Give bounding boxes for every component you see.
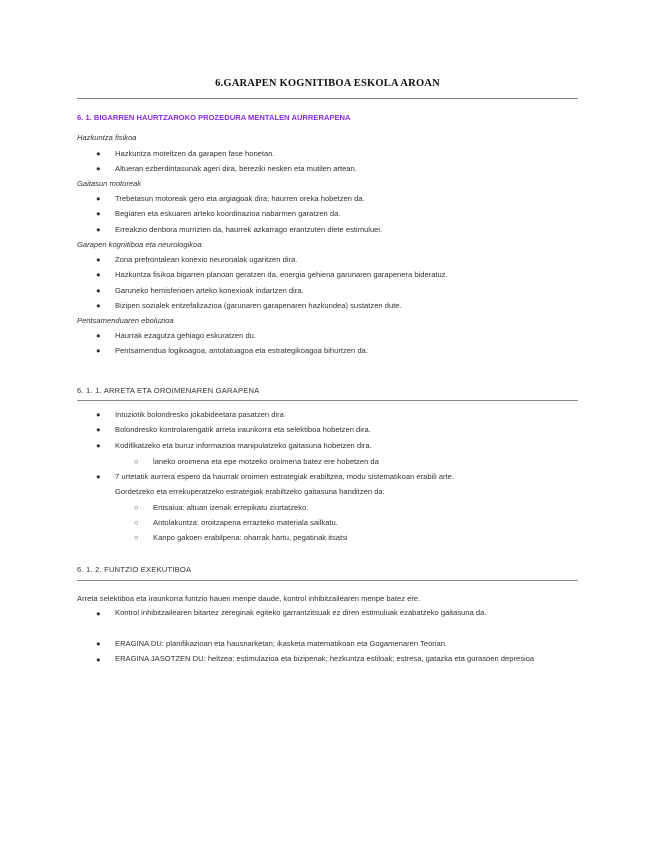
bullet-icon: ● — [96, 331, 101, 340]
bullet-icon: ● — [96, 164, 101, 173]
bullet-icon: ● — [96, 609, 101, 618]
bullet-icon: ● — [96, 441, 101, 450]
list-item: Bolondresko kontrolarengatik arreta iraunkorra eta selektiboa hobetzen dira. — [115, 425, 371, 434]
section-divider — [77, 580, 578, 581]
bullet-icon: ● — [96, 639, 101, 648]
list-item: Altueran ezberdintasunak ageri dira, bereziki nesken eta mutilen artean. — [115, 164, 357, 173]
bullet-icon: ● — [96, 270, 101, 279]
list-item: Trebetasun motoreak gero eta argiagoak dira; haurren oreka hobetzen da. — [115, 194, 365, 203]
list-item: Pentsamendua logikoagoa, antolatuagoa eta estrategikoagoa bihurtzen da. — [115, 346, 368, 355]
sub-list-item: Entsaiua: altuan izenak errepikatu ziurtatzeko. — [153, 503, 309, 512]
bullet-icon: ● — [96, 655, 101, 664]
section-heading-6-1: 6. 1. BIGARREN HAURTZAROKO PROZEDURA MENTALEN AURRERAPENA — [77, 113, 351, 122]
sub-list-item: Kanpo gakoen erabilpena: oharrak hartu, pegatinak itsatsi — [153, 533, 348, 542]
list-item: Hazkuntza fisikoa bigarren planoan geratzen da, energia gehiena garunaren garapenera bideratuz. — [115, 270, 448, 279]
bullet-icon: ● — [96, 225, 101, 234]
bullet-icon: ● — [96, 286, 101, 295]
sub-bullet-icon: ○ — [134, 518, 139, 527]
section-heading-6-1-2: 6. 1. 2. FUNTZIO EXEKUTIBOA — [77, 565, 192, 574]
list-item: Begiaren eta eskuaren arteko koordinazioa nabarmen garatzen da. — [115, 209, 341, 218]
subheading-gaitasun: Gaitasun motoreak — [77, 179, 142, 188]
list-item: 7 urtetatik aurrera espero da haurrak oroimen estrategiak erabiltzea, modu sistematikoan erabili arte. — [115, 472, 454, 481]
list-item: Garuneko hemisferioen arteko konexioak indartzen dira. — [115, 286, 304, 295]
section-heading-6-1-1: 6. 1. 1. ARRETA ETA OROIMENAREN GARAPENA — [77, 386, 260, 395]
list-item: Kodifikatzeko eta buruz informazioa manipulatzeko gaitasuna hobetzen dira. — [115, 441, 372, 450]
sub-list-item: Antolakuntza: oroitzapena errazteko materiala sailkatu. — [153, 518, 338, 527]
bullet-icon: ● — [96, 255, 101, 264]
title-divider — [77, 98, 578, 99]
list-item: ERAGINA DU: planifikazioan eta hausnarketan; ikasketa matematikoan eta Gogamenaren Teorian. — [115, 639, 448, 648]
list-item: Zona prefrontalean konexio neuronalak ugaritzen dira. — [115, 255, 298, 264]
bullet-icon: ● — [96, 472, 101, 481]
bullet-icon: ● — [96, 410, 101, 419]
list-item: Kontrol inhibitzailearen bitartez zereginak egiteko garrantzitsuak ez diren estimuluak ezabatzeko gaitasuna da. — [115, 608, 487, 617]
list-item: Haurrak ezagutza gehiago eskuratzen du. — [115, 331, 256, 340]
list-item: Erreakzio denbora murrizten da, haurrek azkarrago erantzuten diete estimuluei. — [115, 225, 383, 234]
list-item: Hazkuntza moteltzen da garapen fase honetan. — [115, 149, 275, 158]
bullet-icon: ● — [96, 346, 101, 355]
sub-bullet-icon: ○ — [134, 533, 139, 542]
bullet-icon: ● — [96, 194, 101, 203]
page-title: 6.GARAPEN KOGNITIBOA ESKOLA AROAN — [215, 78, 440, 89]
bullet-icon: ● — [96, 149, 101, 158]
list-item: Bizipen sozialek entzefalizazioa (garunaren garapenaren hazkundea) sustatzen dute. — [115, 301, 402, 310]
list-item: ERAGINA JASOTZEN DU: heltzea; estimulazioa eta bizipenak; hezkuntza estiloak; estresa, gatazka eta gurasoen depresioa — [115, 654, 535, 663]
section-divider — [77, 400, 578, 401]
sub-list-item: laneko oroimena eta epe motzeko oroimena batez ere hobetzen da — [153, 457, 379, 466]
sub-bullet-icon: ○ — [134, 457, 139, 466]
subheading-hazkuntza: Hazkuntza fisikoa — [77, 133, 137, 142]
subheading-garapen-kognitiboa: Garapen kognitiboa eta neurologikoa — [77, 240, 202, 249]
bullet-icon: ● — [96, 425, 101, 434]
bullet-icon: ● — [96, 301, 101, 310]
list-item-continuation: Gordetzeko eta errekuperatzeko estrategiak erabiltzeko gaitasuna handitzen da: — [115, 487, 385, 496]
sub-bullet-icon: ○ — [134, 503, 139, 512]
bullet-icon: ● — [96, 209, 101, 218]
list-item: Intuziotik bolondresko jokabideetara pasatzen dira — [115, 410, 284, 419]
subheading-pentsamendua: Pentsamenduaren eboluzioa — [77, 316, 174, 325]
intro-paragraph: Arreta selektiboa eta iraunkorra funtzio hauen menpe daude, kontrol inhibitzailearen menpe batez ere. — [77, 594, 421, 603]
